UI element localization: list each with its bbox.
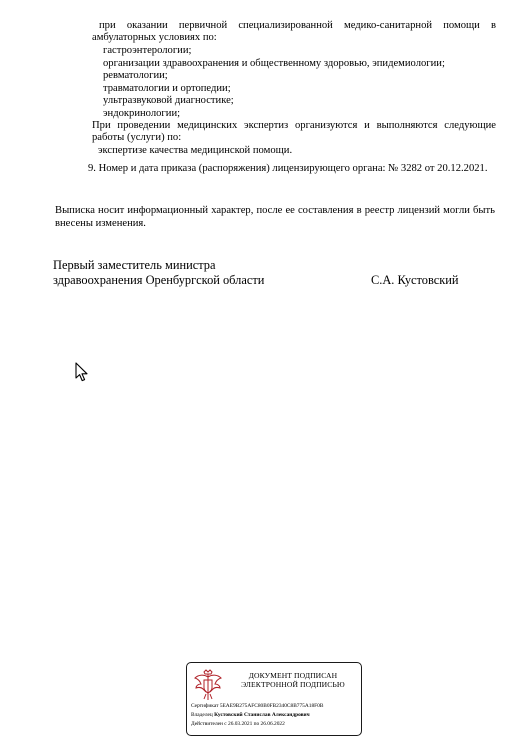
list-item: организации здравоохранения и общественному здоровью, эпидемиологии; bbox=[103, 58, 445, 69]
electronic-signature-stamp bbox=[186, 662, 362, 736]
signer-name: С.А. Кустовский bbox=[371, 273, 459, 287]
list-item: травматологии и ортопедии; bbox=[103, 83, 231, 94]
text-line: амбулаторных условиях по: bbox=[92, 32, 217, 43]
stamp-title: ЭЛЕКТРОННОЙ ПОДПИСЬЮ bbox=[241, 680, 345, 689]
validity-line: Действителен с 26.03.2021 по 26.06.2022 bbox=[191, 721, 285, 727]
text-line: работы (услуги) по: bbox=[92, 132, 182, 143]
list-item: эндокринологии; bbox=[103, 108, 181, 119]
list-item: ультразвуковой диагностике; bbox=[103, 95, 234, 106]
text-line: при оказании первичной специализированной медико-санитарной помощи в bbox=[99, 20, 496, 31]
list-item: гастроэнтерологии; bbox=[103, 45, 192, 56]
list-item: экспертизе качества медицинской помощи. bbox=[98, 145, 293, 156]
list-item: ревматологии; bbox=[103, 70, 168, 81]
text-line: При проведении медицинских экспертиз организуются и выполняются следующие bbox=[92, 120, 496, 131]
signer-position: здравоохранения Оренбургской области bbox=[53, 273, 265, 287]
notice-line: Выписка носит информационный характер, после ее составления в реестр лицензий могли быть bbox=[55, 205, 495, 216]
signer-position: Первый заместитель министра bbox=[53, 258, 216, 272]
certificate-line: Сертификат 5EAE9B275AFC80B0FB2340C8B775A18F0B bbox=[191, 703, 324, 709]
mouse-pointer-icon bbox=[75, 362, 89, 382]
owner-line: Владелец Кустовский Станислав Александрович bbox=[191, 712, 310, 718]
coat-of-arms-icon bbox=[193, 668, 223, 702]
order-number-line: 9. Номер и дата приказа (распоряжения) лицензирующего органа: № 3282 от 20.12.2021. bbox=[88, 163, 488, 174]
stamp-title: ДОКУМЕНТ ПОДПИСАН bbox=[248, 671, 338, 680]
notice-line: внесены изменения. bbox=[55, 218, 146, 229]
